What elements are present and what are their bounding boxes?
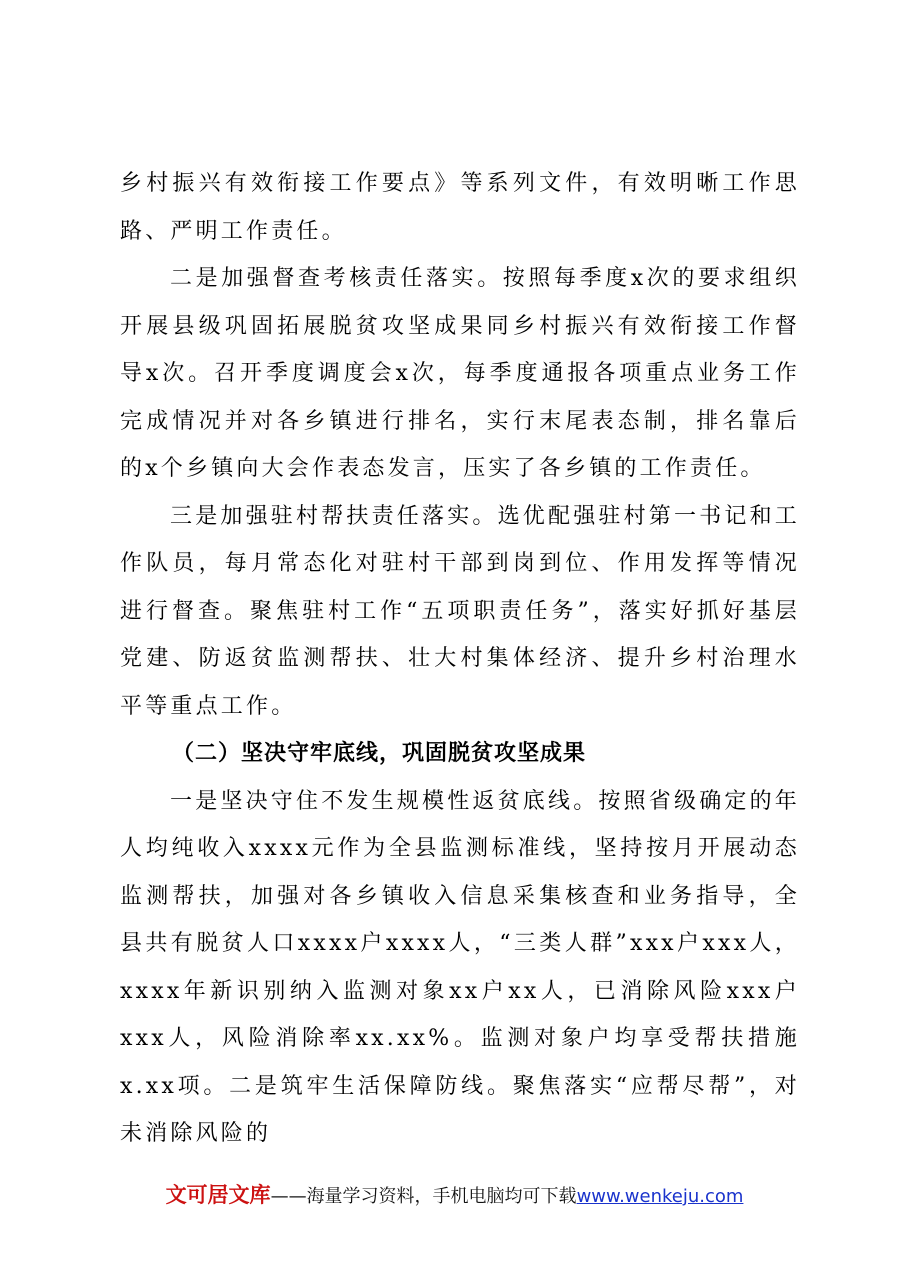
footer-brand: 文可居文库 — [165, 1183, 271, 1207]
paragraph-village-assistance: 三是加强驻村帮扶责任落实。选优配强驻村第一书记和工作队员，每月常态化对驻村干部到岗到位、作用发挥等情况进行督查。聚焦驻村工作“五项职责任务”，落实好抓好基层党建、防返贫监测帮扶、壮大村集体经济、提升乡村治理水平等重点工作。 — [120, 503, 801, 719]
paragraph-supervision: 二是加强督查考核责任落实。按照每季度x次的要求组织开展县级巩固拓展脱贫攻坚成果同乡村振兴有效衔接工作督导x次。召开季度调度会x次，每季度通报各项重点业务工作完成情况并对各乡镇进行排名，实行末尾表态制，排名靠后的x个乡镇向大会作表态发言，压实了各乡镇的工作责任。 — [120, 266, 800, 481]
document-body — [120, 160, 800, 1158]
footer-banner — [0, 1180, 909, 1212]
paragraph-continuation: 乡村振兴有效衔接工作要点》等系列文件，有效明晰工作思路、严明工作责任。 — [120, 171, 800, 244]
paragraph-poverty-monitoring: 一是坚决守住不发生规模性返贫底线。按照省级确定的年人均纯收入xxxx元作为全县监测标准线，坚持按月开展动态监测帮扶，加强对各乡镇收入信息采集核查和业务指导，全县共有脱贫人口xxxx户xxxx人，“三类人群”xxx户xxx人，xxxx年新识别纳入监测对象xx户xx人，已消除风险xxx户xxx人，风险消除率xx.xx%。监测对象户均享受帮扶措施x.xx项。二是筑牢生活保障防线。聚焦落实“应帮尽帮”，对未消除风险的 — [120, 788, 801, 1146]
footer-site-link[interactable]: www.wenkeju.com — [576, 1186, 744, 1207]
footer-tagline: ——海量学习资料，手机电脑均可下载 — [270, 1186, 577, 1207]
section-heading: （二）坚决守牢底线，巩固脱贫攻坚成果 — [172, 740, 587, 766]
